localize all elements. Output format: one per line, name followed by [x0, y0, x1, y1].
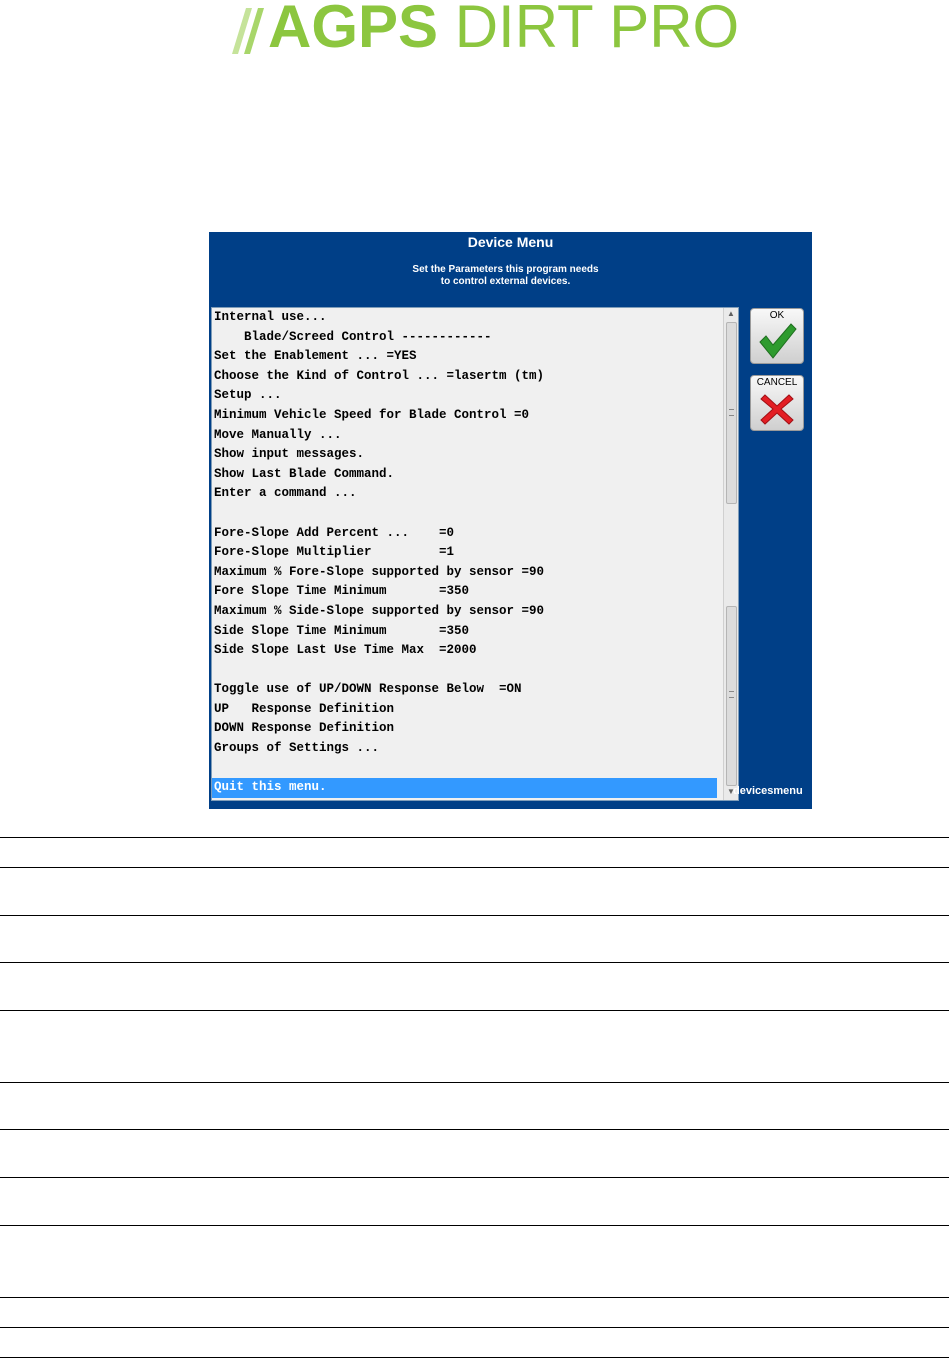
menu-item[interactable]: Toggle use of UP/DOWN Response Below =ON	[214, 682, 522, 697]
table-rule	[0, 837, 949, 838]
menu-item-selected[interactable]: Quit this menu.	[212, 778, 717, 798]
checkmark-icon	[757, 322, 797, 360]
menu-item[interactable]: Fore Slope Time Minimum =350	[214, 584, 470, 599]
table-rule	[0, 1177, 949, 1178]
menu-item[interactable]: Set the Enablement ... =YES	[214, 349, 417, 364]
menu-item[interactable]: Show input messages.	[214, 447, 365, 462]
menu-item[interactable]: DOWN Response Definition	[214, 721, 395, 736]
menu-item[interactable]: Groups of Settings ...	[214, 741, 380, 756]
menu-item[interactable]: Internal use...	[214, 310, 327, 324]
logo-agps: AGPS	[268, 0, 439, 60]
scroll-up-arrow-icon[interactable]: ▲	[727, 309, 735, 318]
menu-item	[212, 759, 717, 779]
cancel-label: CANCEL	[756, 377, 798, 388]
table-rule	[0, 962, 949, 963]
logo-dirt-pro: DIRT PRO	[454, 0, 740, 60]
ok-label: OK	[769, 310, 785, 321]
grip-icon	[729, 691, 734, 698]
table-rule	[0, 1129, 949, 1130]
dialog-subtitle-line1: Set the Parameters this program needs	[412, 264, 599, 275]
grip-icon	[729, 409, 734, 416]
screen-name-label: devicesmenu	[733, 785, 803, 797]
logo-slashes-icon	[232, 8, 272, 54]
table-rule	[0, 1327, 949, 1328]
menu-listbox[interactable]	[211, 307, 739, 801]
vertical-scrollbar[interactable]	[723, 308, 738, 800]
menu-item[interactable]: Side Slope Time Minimum =350	[214, 623, 470, 638]
menu-item[interactable]: Show Last Blade Command.	[214, 466, 395, 481]
menu-item[interactable]: Maximum % Fore-Slope supported by sensor =90	[214, 564, 545, 579]
ok-button[interactable]	[750, 308, 804, 364]
menu-item[interactable]: Minimum Vehicle Speed for Blade Control =0	[214, 407, 530, 422]
table-rule	[0, 1010, 949, 1011]
menu-item[interactable]: Fore-Slope Multiplier =1	[214, 545, 455, 560]
menu-item	[212, 661, 717, 681]
menu-item[interactable]: Side Slope Last Use Time Max =2000	[214, 643, 477, 658]
menu-item[interactable]: Fore-Slope Add Percent ... =0	[214, 525, 455, 540]
agps-dirt-pro-logo	[232, 0, 792, 60]
scroll-down-arrow-icon[interactable]: ▼	[727, 787, 735, 796]
menu-item[interactable]: Enter a command ...	[214, 486, 357, 501]
close-icon	[757, 391, 797, 427]
menu-item[interactable]: Maximum % Side-Slope supported by sensor =90	[214, 603, 545, 618]
scrollbar-thumb-upper[interactable]	[726, 322, 737, 504]
scrollbar-thumb-lower[interactable]	[726, 606, 737, 786]
table-rule	[0, 1082, 949, 1083]
table-rule	[0, 1357, 949, 1358]
cancel-button[interactable]	[750, 375, 804, 431]
table-rule	[0, 1225, 949, 1226]
table-rule	[0, 1297, 949, 1298]
menu-list	[212, 308, 717, 798]
dialog-subtitle-line2: to control external devices.	[440, 276, 571, 287]
menu-item	[212, 504, 717, 524]
dialog-title: Device Menu	[467, 234, 554, 250]
menu-item[interactable]: Blade/Screed Control ------------	[214, 329, 492, 344]
menu-item[interactable]: UP Response Definition	[214, 701, 395, 716]
table-rule	[0, 867, 949, 868]
menu-item[interactable]: Move Manually ...	[214, 427, 342, 442]
menu-item[interactable]: Choose the Kind of Control ... =lasertm (tm)	[214, 368, 545, 383]
menu-item[interactable]: Setup ...	[214, 388, 282, 403]
dialog-subtitle	[209, 264, 802, 288]
table-rule	[0, 915, 949, 916]
device-menu-dialog	[209, 232, 812, 809]
